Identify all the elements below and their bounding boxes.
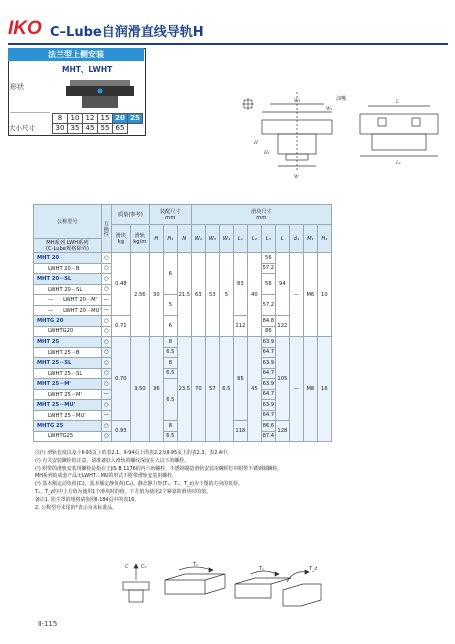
table-row: — LWHT 20－MU' — (34, 305, 332, 316)
table-row: LWHTG20 ○ 86 (34, 326, 332, 337)
table-row: MHT 25 ○ 0.70 3.50 36 8 23.5 70 57 6.5 95 45 63.9 105 — M8 16 (34, 337, 332, 348)
page-title: C–Lube自润滑直线导轨H (50, 25, 204, 40)
size-cell: 45 (83, 124, 98, 134)
col-header-rail-mass: 滑轨 kg/m (130, 225, 149, 253)
header-rule (8, 43, 448, 45)
table-row: MHT 25－M' ○ 6.5 63.9 (34, 379, 332, 390)
shape-label: 形状 (10, 83, 24, 91)
dim-label-w2: W₂ (326, 107, 333, 112)
note-line: Tₓ、T_z的中上方值为使用1个滑块时的值。下方值为使用2个紧靠的滑块时的值。 (35, 488, 211, 495)
col-header-w2: W₂ (191, 225, 205, 253)
load-diagram-2 (165, 562, 225, 594)
col-header-assembly: 装配尺寸 mm (149, 205, 191, 225)
page-number: Ⅱ-115 (38, 620, 58, 628)
dim-label-h: H (254, 141, 258, 146)
table-row: LWHT 25－B ○ 6.5 64.7 (34, 347, 332, 358)
dim-label-l: L (396, 100, 399, 105)
load-diagram-3 (235, 566, 291, 598)
table-row: LWHT 25－MU' — 64.7 (34, 410, 332, 421)
size-cell: 35 (68, 124, 83, 134)
footnotes (35, 450, 282, 512)
table-row: — LWHT 20－M' — 5 57.2 (34, 295, 332, 306)
grease-nipple-label: 油嘴 (336, 96, 347, 102)
dim-label-w1: W₃ (294, 99, 301, 104)
technical-drawing (238, 82, 453, 182)
col-header-d1: d₁ (289, 225, 303, 253)
col-header-h1: H₁ (163, 225, 177, 253)
note-line: 2. 公称型号末尾的*表示为未标准品。 (35, 504, 118, 511)
note-line: (²) 有关安装螺栓的注意，请准备好入滑轨的螺纹深度在入以下的螺栓。 (35, 457, 190, 464)
table-row: LWHT 20－SL ○ (34, 284, 332, 295)
size-row-2 (53, 124, 143, 134)
col-header-h2: H₂ (317, 225, 331, 253)
note-line: (³) 附带的滑轨安装用螺栓是指在于JIS B 1176的内六角螺栓。不锈钢制造滑轨安装用螺栓钉中附带不锈钢制螺栓。 (35, 465, 283, 472)
col-header-w4: W₄ (219, 225, 233, 253)
table-row: MHTG 20 ○ 0.71 6 112 84.8 122 (34, 316, 332, 327)
load-diagram-4 (283, 566, 321, 606)
header-row-1 (34, 205, 332, 225)
note-line: 备注1. 防尘罩的规格请参照Ⅱ-184页中的表16。 (35, 496, 140, 503)
size-cell: 30 (53, 124, 68, 134)
table-row: MHT 20 ○ 0.48 2.56 30 6 21.5 63 53 5 83 40 56 94 — M6 10 (34, 253, 332, 264)
dim-label-h1: H₁ (264, 151, 270, 156)
col-header-model: 公称型号 (34, 205, 102, 239)
load-diagram-1 (123, 564, 149, 602)
col-header-l1: L₁ (233, 225, 247, 253)
spec-table (33, 204, 332, 442)
spec-box-models: MHT、LWHT (62, 65, 113, 74)
table-row: LWHT 25－M' — 64.7 (34, 389, 332, 400)
size-cell: 15 (98, 114, 113, 124)
size-cell: 12 (83, 114, 98, 124)
table-row: LWHT 20－B ○ 57.2 (34, 263, 332, 274)
col-header-series: MH系列 LWH系列 (C-Lube规格除外) (34, 239, 102, 253)
col-header-l: L (275, 225, 289, 253)
svg-text:Tₓ: Tₓ (193, 562, 199, 568)
note-line: MH系列的成套产品无LWHT…MU的形式不附带滑轨安装用螺栓。 (35, 473, 177, 480)
load-direction-diagrams (115, 560, 325, 612)
size-cell: 65 (113, 124, 128, 134)
size-label: 大小尺寸 (9, 124, 35, 132)
rail-shape-icon (60, 76, 140, 110)
col-header-m1: M₁ (303, 225, 317, 253)
col-header-l2: L₂ (247, 225, 261, 253)
table-row: MHTG 25 ○ 0.93 8 118 86.6 128 (34, 421, 332, 432)
spec-box-title: 法兰型上侧安装 (8, 48, 144, 61)
size-row-1 (53, 114, 143, 124)
col-header-block-mass: 滑块 kg (111, 225, 130, 253)
iko-logo: IKO (8, 18, 42, 39)
table-row: MHT 25－SL ○ 8 63.9 (34, 358, 332, 369)
svg-text:Tᵧ: Tᵧ (259, 566, 264, 572)
table-row: MHT 20－SL ○ 56 (34, 274, 332, 285)
dim-label-l1: L₁ (396, 161, 401, 166)
dim-label-w: W (294, 175, 299, 180)
col-header-n: N (177, 225, 191, 253)
size-cell-active: 20 (113, 114, 128, 124)
size-cell (128, 124, 143, 134)
svg-text:C₀: C₀ (141, 564, 147, 570)
col-header-block-dims: 滑块尺寸 mm (191, 205, 331, 225)
col-header-interchange: 互换性 (101, 205, 111, 253)
size-divider-line (10, 112, 50, 134)
note-line: 注(¹) 滑轨长度以及十Ⅱ-93页上的表2.1、Ⅱ-94页上的表2.2及Ⅱ-95页上的表2.3、表2.4中。 (35, 450, 232, 456)
size-cell: 55 (98, 124, 113, 134)
col-header-l3: L₃ (261, 225, 275, 253)
col-header-h: H (149, 225, 163, 253)
svg-text:C: C (125, 564, 129, 570)
col-header-w3: W₃ (205, 225, 219, 253)
size-cell: 10 (68, 114, 83, 124)
table-row: LWHT 25－SL ○ 6.5 64.7 (34, 368, 332, 379)
table-row: MHT 25－MU' ○ 63.9 (34, 400, 332, 411)
size-cell: 8 (53, 114, 68, 124)
svg-text:T_z: T_z (309, 566, 318, 572)
table-row: LWHTG25 ○ 6.5 87.4 (34, 431, 332, 442)
note-line: (⁴) 基本额定动负荷(Cᵢ)、基本额定静负荷(C₀)、静态静力矩(Tₓ、Tᵧ、T_z)为下图的方向的负荷。 (35, 481, 243, 488)
col-header-mass: 质量(参考) (111, 205, 149, 225)
size-cell-active: 25 (128, 114, 143, 124)
size-grid (52, 113, 143, 134)
